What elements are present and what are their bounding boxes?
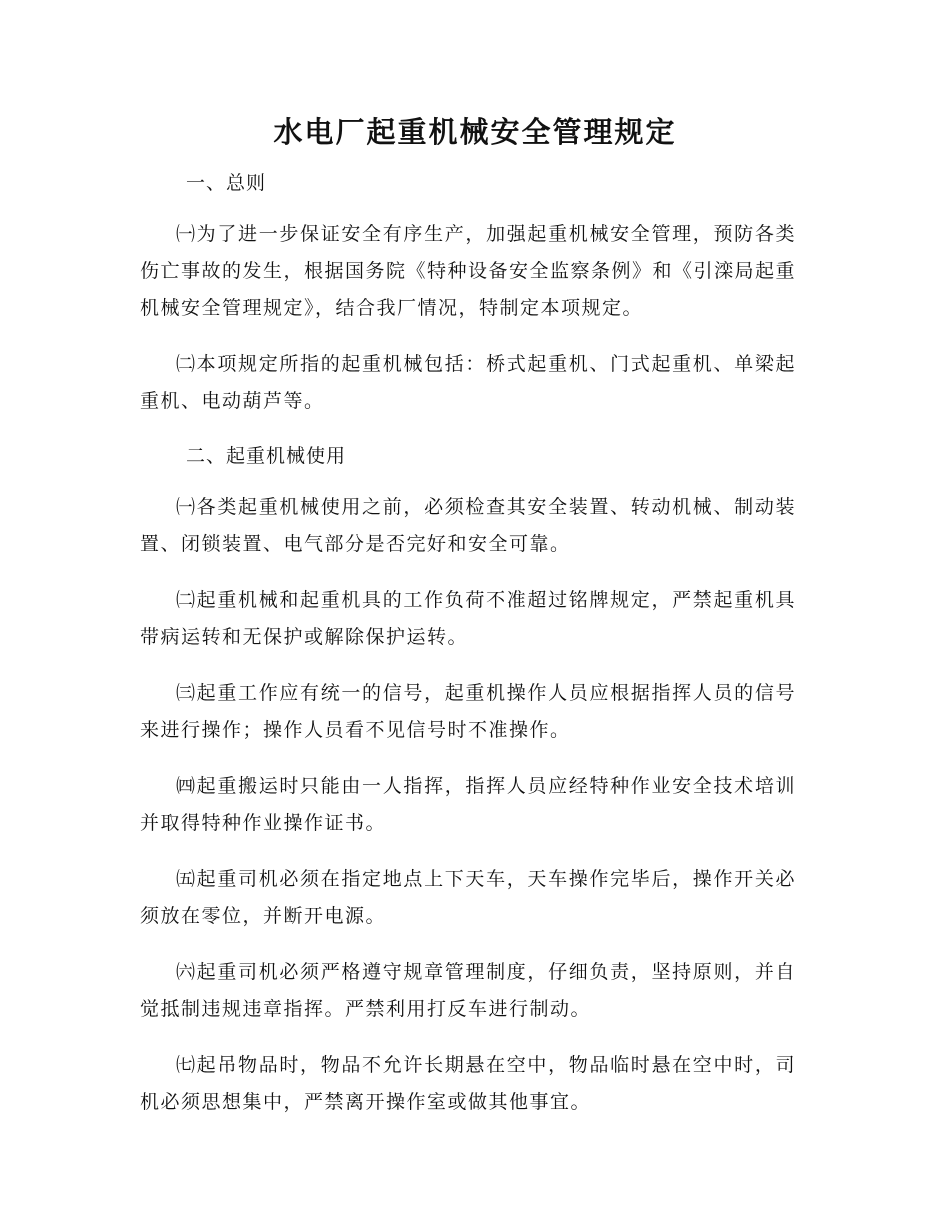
- paragraph: ㈥起重司机必须严格遵守规章管理制度，仔细负责，坚持原则，并自觉抵制违规违章指挥。严禁利用打反车进行制动。: [140, 961, 796, 1020]
- paragraph: ㈠为了进一步保证安全有序生产，加强起重机械安全管理，预防各类伤亡事故的发生，根据国务院《特种设备安全监察条例》和《引滦局起重机械安全管理规定》，结合我厂情况，特制定本项规定。: [140, 223, 797, 319]
- section-heading-usage: 二、起重机械使用: [186, 445, 347, 467]
- paragraph: ㈣起重搬运时只能由一人指挥，指挥人员应经特种作业安全技术培训并取得特种作业操作证书。: [140, 775, 796, 834]
- document-title: 水电厂起重机械安全管理规定: [273, 115, 677, 149]
- paragraph: ㈠各类起重机械使用之前，必须检查其安全装置、转动机械、制动装置、闭锁装置、电气部分是否完好和安全可靠。: [140, 496, 796, 555]
- document-body: [140, 166, 796, 1121]
- paragraph: ㈦起吊物品时，物品不允许长期悬在空中，物品临时悬在空中时，司机必须思想集中，严禁离开操作室或做其他事宜。: [140, 1054, 796, 1113]
- paragraph: ㈡起重机械和起重机具的工作负荷不准超过铭牌规定，严禁起重机具带病运转和无保护或解除保护运转。: [140, 589, 796, 648]
- paragraph: ㈡本项规定所指的起重机械包括：桥式起重机、门式起重机、单梁起重机、电动葫芦等。: [140, 353, 796, 412]
- paragraph: ㈤起重司机必须在指定地点上下天车，天车操作完毕后，操作开关必须放在零位，并断开电源。: [140, 868, 796, 927]
- section-heading-general: 一、总则: [186, 172, 267, 194]
- paragraph: ㈢起重工作应有统一的信号，起重机操作人员应根据指挥人员的信号来进行操作；操作人员看不见信号时不准操作。: [140, 682, 796, 741]
